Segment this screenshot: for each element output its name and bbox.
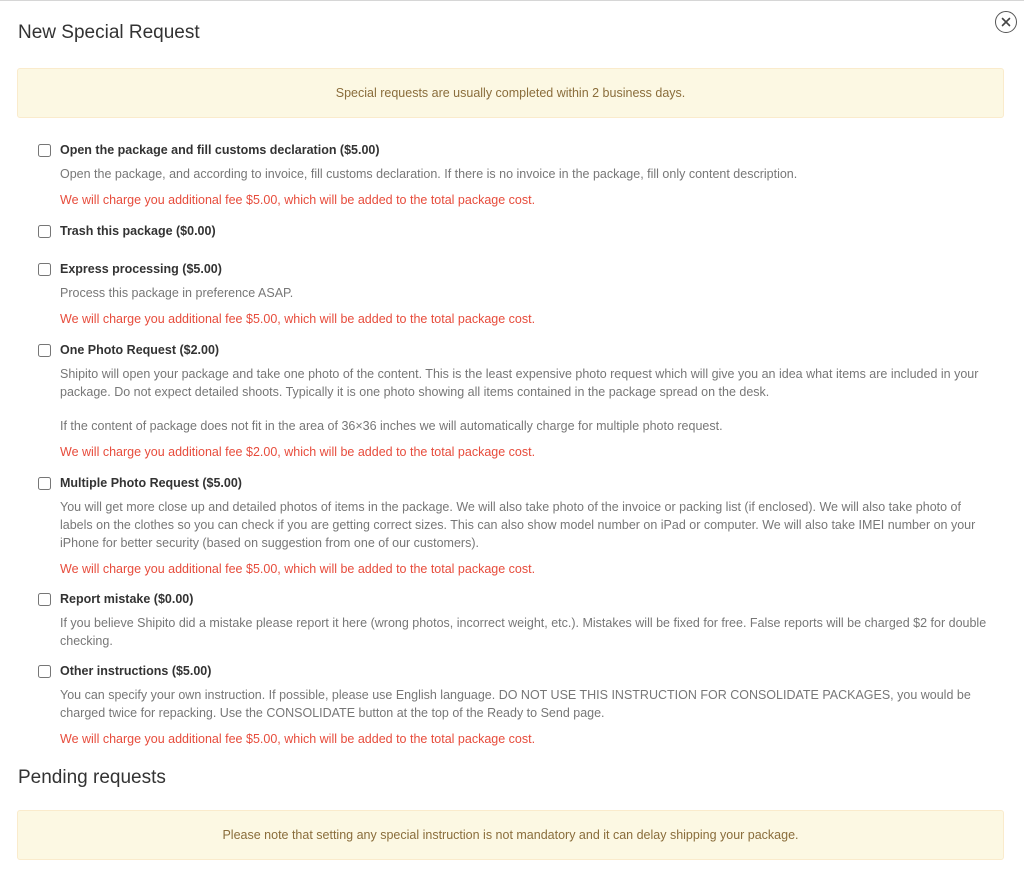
- close-button[interactable]: [995, 11, 1017, 33]
- description-text: If the content of package does not fit in the area of 36×36 inches we will automatically charge for multiple photo request.: [60, 419, 723, 433]
- request-description: [60, 686, 988, 722]
- fee-warning: We will charge you additional fee $5.00, which will be added to the total package cost.: [60, 562, 536, 576]
- checkbox-customs-declaration[interactable]: [38, 144, 51, 157]
- checkbox-express-processing[interactable]: [38, 263, 51, 276]
- completion-notice: [17, 68, 1004, 118]
- request-description: [60, 498, 988, 552]
- description-text: You will get more close up and detailed photos of items in the package. We will also take photo of the invoice or packing list (if enclosed). We will also take photo of labels on the clothes so you can check if you are getting correct sizes. This can also show model number on iPad or computer. We will also take IMEI number on your iPhone for better security (based on suggestion from one of our customers).: [60, 500, 976, 550]
- request-customs-declaration: [38, 142, 988, 208]
- checkbox-other-instructions[interactable]: [38, 665, 51, 678]
- request-description: [60, 365, 988, 435]
- fee-warning: We will charge you additional fee $5.00, which will be added to the total package cost.: [60, 312, 536, 326]
- checkbox-multiple-photo[interactable]: [38, 477, 51, 490]
- request-label: Multiple Photo Request ($5.00): [60, 476, 242, 490]
- request-label: Express processing ($5.00): [60, 262, 222, 276]
- close-icon: [1001, 17, 1011, 27]
- completion-notice-text: Special requests are usually completed within 2 business days.: [335, 86, 686, 100]
- request-label: Open the package and fill customs declaration ($5.00): [60, 143, 380, 157]
- request-other-instructions: [38, 663, 988, 747]
- request-label: Report mistake ($0.00): [60, 592, 194, 606]
- checkbox-report-mistake[interactable]: [38, 593, 51, 606]
- request-description: [60, 284, 988, 302]
- description-text: Process this package in preference ASAP.: [60, 286, 294, 300]
- pending-requests-title: Pending requests: [18, 767, 166, 788]
- modal-title: New Special Request: [18, 22, 200, 43]
- checkbox-one-photo[interactable]: [38, 344, 51, 357]
- request-trash-package: [38, 223, 988, 239]
- description-text: If you believe Shipito did a mistake please report it here (wrong photos, incorrect weight, etc.). Mistakes will be fixed for free. False reports will be charged $2 for double checking.: [60, 616, 987, 648]
- description-text: Shipito will open your package and take one photo of the content. This is the least expensive photo request which will give you an idea what items are included in your package. Do not expect detailed shoots. Typically it is one photo showing all items contained in the package spread on the desk.: [60, 367, 979, 399]
- request-multiple-photo: [38, 475, 988, 577]
- request-express-processing: [38, 261, 988, 327]
- request-label: Other instructions ($5.00): [60, 664, 212, 678]
- request-one-photo: [38, 342, 988, 460]
- pending-notice-text: Please note that setting any special instruction is not mandatory and it can delay shipping your package.: [222, 828, 799, 842]
- description-text: You can specify your own instruction. If possible, please use English language. DO NOT USE THIS INSTRUCTION FOR CONSOLIDATE PACKAGES, you would be charged twice for repacking. Use the CONSOLIDATE button at the top of the Ready to Send page.: [60, 688, 971, 720]
- request-label: One Photo Request ($2.00): [60, 343, 220, 357]
- fee-warning: We will charge you additional fee $5.00, which will be added to the total package cost.: [60, 732, 536, 746]
- request-report-mistake: [38, 591, 988, 650]
- top-divider: [0, 0, 1024, 1]
- request-label: Trash this package ($0.00): [60, 224, 216, 238]
- checkbox-trash-package[interactable]: [38, 225, 51, 238]
- fee-warning: We will charge you additional fee $5.00, which will be added to the total package cost.: [60, 193, 536, 207]
- fee-warning: We will charge you additional fee $2.00, which will be added to the total package cost.: [60, 445, 536, 459]
- pending-notice: [17, 810, 1004, 860]
- request-description: [60, 165, 988, 183]
- description-text: Open the package, and according to invoice, fill customs declaration. If there is no invoice in the package, fill only content description.: [60, 167, 798, 181]
- request-description: [60, 614, 988, 650]
